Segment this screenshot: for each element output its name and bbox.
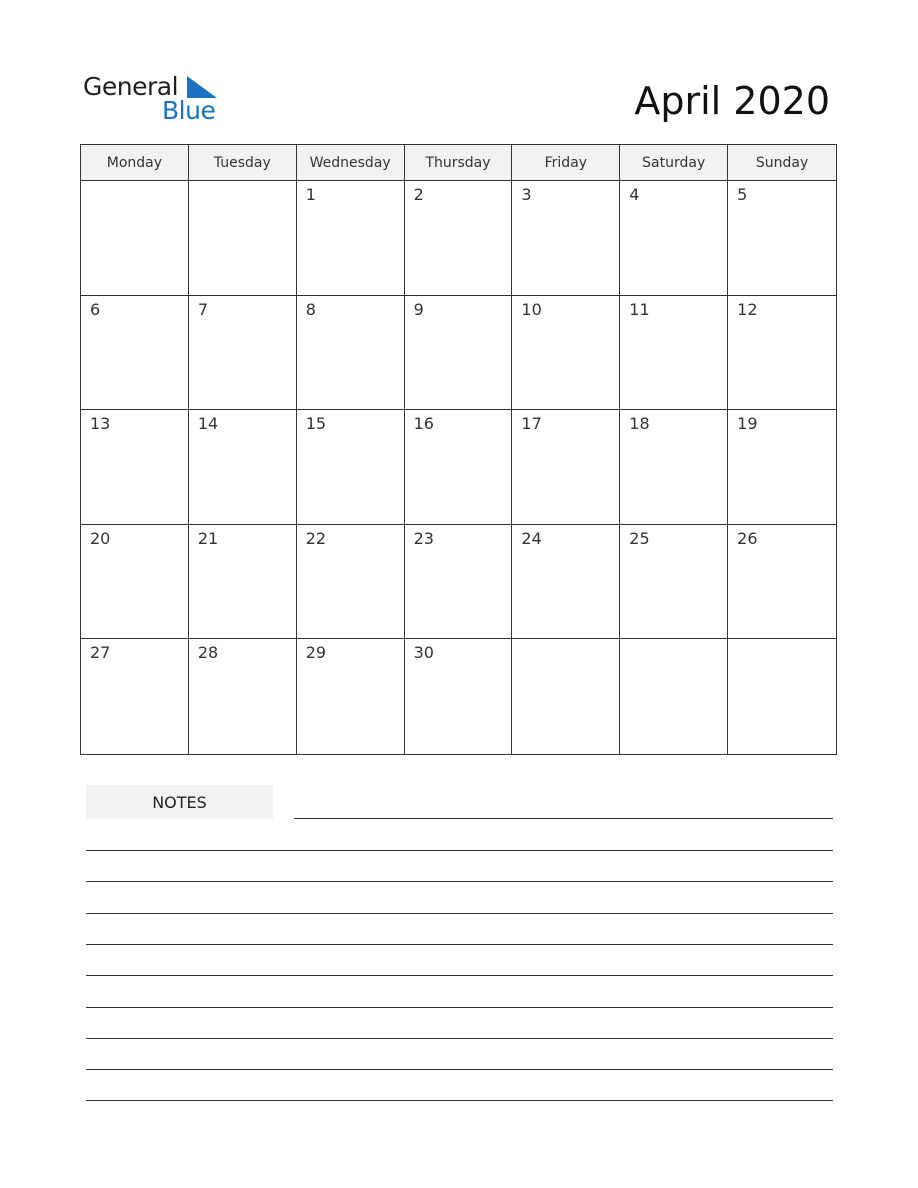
day-cell xyxy=(620,296,728,411)
day-cell xyxy=(189,296,297,411)
day-number: 18 xyxy=(629,414,650,433)
notes-label: NOTES xyxy=(86,785,273,819)
day-cell xyxy=(512,525,620,640)
note-line xyxy=(86,1038,833,1039)
day-number: 29 xyxy=(305,643,327,662)
day-number: 27 xyxy=(90,643,111,662)
note-line xyxy=(86,975,833,976)
day-cell xyxy=(81,181,189,296)
day-number: 6 xyxy=(90,299,101,319)
day-cell xyxy=(512,639,620,754)
day-cell xyxy=(81,639,189,754)
day-cell xyxy=(189,639,297,754)
day-number: 26 xyxy=(737,528,758,548)
day-cell xyxy=(512,181,620,296)
day-cell xyxy=(297,525,405,640)
day-number: 7 xyxy=(197,299,209,319)
day-cell xyxy=(189,525,297,640)
day-cell xyxy=(405,181,513,296)
day-cell xyxy=(728,296,836,411)
day-cell xyxy=(297,639,405,754)
note-line xyxy=(86,1007,833,1008)
day-number: 8 xyxy=(305,299,316,319)
day-number: 15 xyxy=(305,414,327,433)
day-number: 23 xyxy=(413,528,434,548)
day-number: 16 xyxy=(413,414,434,433)
logo-triangle-icon xyxy=(187,76,217,98)
day-cell xyxy=(405,296,513,411)
day-number: 22 xyxy=(305,528,327,548)
day-number: 14 xyxy=(197,414,219,433)
day-number: 4 xyxy=(629,185,640,204)
day-number: 21 xyxy=(197,528,219,548)
day-number: 25 xyxy=(629,528,650,548)
day-number: 1 xyxy=(305,185,316,204)
day-cell xyxy=(620,639,728,754)
day-cell xyxy=(620,181,728,296)
note-line xyxy=(86,913,833,914)
day-number: 12 xyxy=(737,299,758,319)
weekday-header: Tuesday xyxy=(189,145,297,181)
day-number: 24 xyxy=(521,528,542,548)
weekday-header: Wednesday xyxy=(297,145,405,181)
day-number: 11 xyxy=(629,299,650,319)
day-number: 13 xyxy=(90,414,111,433)
logo-blue-text: Blue xyxy=(162,96,216,125)
day-cell xyxy=(512,296,620,411)
day-cell xyxy=(297,181,405,296)
day-cell xyxy=(728,181,836,296)
weekday-header: Thursday xyxy=(405,145,513,181)
day-number: 9 xyxy=(413,299,424,319)
day-cell xyxy=(81,410,189,525)
day-cell xyxy=(620,410,728,525)
day-number: 30 xyxy=(413,643,434,662)
day-number: 17 xyxy=(521,414,542,433)
calendar-grid xyxy=(80,144,837,755)
day-number: 10 xyxy=(521,299,542,319)
day-cell xyxy=(405,525,513,640)
day-cell xyxy=(512,410,620,525)
day-cell xyxy=(81,525,189,640)
day-cell xyxy=(405,410,513,525)
day-number: 19 xyxy=(737,414,758,433)
note-line xyxy=(86,881,833,882)
day-number: 5 xyxy=(737,185,748,204)
day-number: 3 xyxy=(521,185,532,204)
logo-general-text: General xyxy=(83,72,179,101)
day-cell xyxy=(81,296,189,411)
day-cell xyxy=(405,639,513,754)
page-title: April 2020 xyxy=(634,79,830,123)
day-cell xyxy=(728,410,836,525)
day-cell xyxy=(620,525,728,640)
day-number: 2 xyxy=(413,185,424,204)
day-cell xyxy=(189,181,297,296)
day-cell xyxy=(297,410,405,525)
note-line xyxy=(86,850,833,851)
day-cell xyxy=(728,639,836,754)
logo xyxy=(83,72,223,124)
weekday-header: Monday xyxy=(81,145,189,181)
weekday-header: Sunday xyxy=(728,145,836,181)
note-line xyxy=(86,1100,833,1101)
day-number: 20 xyxy=(90,528,111,548)
note-line xyxy=(86,1069,833,1070)
day-cell xyxy=(728,525,836,640)
day-cell xyxy=(189,410,297,525)
note-line xyxy=(294,818,833,819)
weekday-header: Friday xyxy=(512,145,620,181)
weekday-header: Saturday xyxy=(620,145,728,181)
note-line xyxy=(86,944,833,945)
day-cell xyxy=(297,296,405,411)
day-number: 28 xyxy=(197,643,219,662)
